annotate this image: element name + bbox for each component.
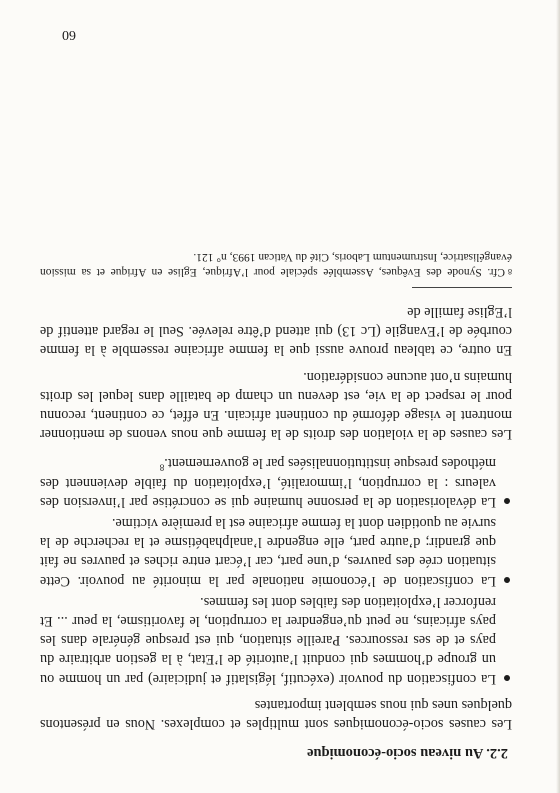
causes-list [40, 453, 512, 687]
list-item-devaluation [40, 453, 512, 511]
list-item-economy-confiscation [40, 513, 512, 590]
footnote-divider [412, 287, 512, 288]
page-content [40, 249, 512, 763]
footnote [40, 249, 512, 279]
footnote-reference: 8 [159, 463, 165, 474]
page-number: 60 [62, 27, 76, 42]
scan-edge-shadow [556, 0, 560, 793]
list-item-text: La dévalorisation de la personne humaine qui se concrétise par l’inversion des valeurs : la corruption, l’immoralité, l’exploitation du faible deviennent des méthodes presque institutionnalisées par le gouvernement. [40, 455, 496, 510]
list-item-text: La confiscation de l’économie nationale par la minorité au pouvoir. Cette situation crée des pauvres, d’une part, car l’écart entre riches et pauvres ne fait que grandir; d’autre part, elle engendre l’analphabétisme et la recherche de la survie au quotidien dont la femme africaine est la première victime. [40, 514, 496, 589]
intro-paragraph: Les causes socio-économiques sont multiples et complexes. Nous en présentons quelques unes qui nous semblent importantes [40, 696, 512, 732]
body-paragraph-tableau: En outre, ce tableau prouve aussi que la femme africaine ressemble à la femme courbée de l’Evangile (Lc 13) qui attend d’être relevée. Seul le regard attentif de l’Eglise famille de [40, 303, 512, 359]
bullet-icon [504, 675, 510, 681]
list-item-text: La confiscation du pouvoir (exécutif, législatif et judiciaire) par un homme ou un groupe d’hommes qui conduit l’autorité de l’Etat, à la gestion arbitraire du pays et de ses ressources. Pareille situation, qui est presque générale dans les pays africains, ne peut qu’engendrer la corruption, le favoritisme, la peur ... Et renforcer l’exploitation des faibles dont les femmes. [40, 593, 496, 687]
footnote-text: Cfr. Synode des Evêques, Assemblée spéciale pour l’Afrique, Eglise en Afrique et sa mission évangélisatrice, Instrumentum Laboris, Cité du Vatican 1993, n° 121. [40, 250, 512, 278]
footnote-number: 8 [508, 266, 512, 276]
section-heading: 2.2. Au niveau socio-économique [307, 745, 508, 761]
list-item-power-confiscation [40, 592, 512, 688]
bullet-icon [504, 577, 510, 583]
body-paragraph-causes: Les causes de la violation des droits de la femme que nous venons de mentionner montrent le visage déformé du continent africain. En effet, ce continent, reconnu pour le respect de la vie, est devenu un champ de bataille dans lequel les droits humains n’ont aucune considération. [40, 368, 512, 443]
bullet-icon [504, 498, 510, 504]
